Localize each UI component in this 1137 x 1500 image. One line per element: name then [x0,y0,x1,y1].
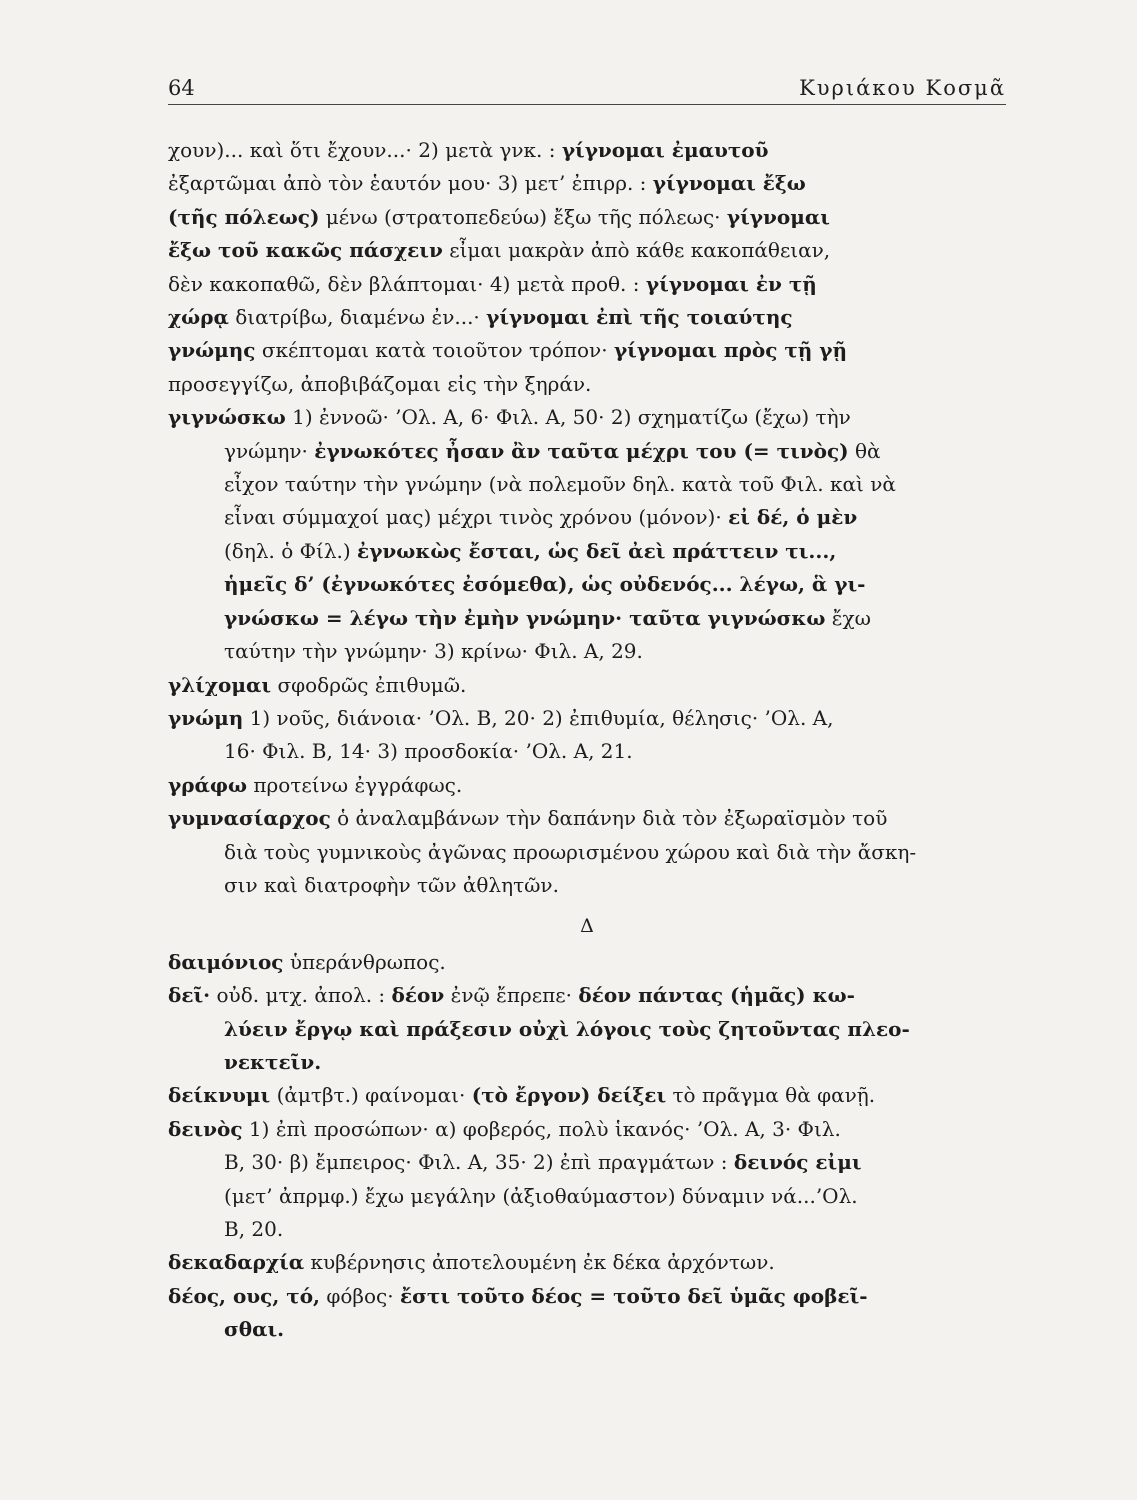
headword: ἔξω τοῦ κακῶς πάσχειν [168,238,443,263]
gloss-text: τὸ πρᾶγμα θὰ φανῇ. [666,1083,876,1108]
text-line [168,1079,1006,1112]
entry-dekadarchia [168,1246,1006,1279]
gloss-text: ἐνῷ ἔπρεπε· [444,983,579,1008]
gloss-text: κυβέρνησις ἀποτελουμένη ἐκ δέκα ἀρχόντων. [304,1250,775,1275]
gloss-text: (μετ’ ἀπρμφ.) ἔχω μεγάλην (ἀξιοθαύμαστον) δύναμιν νά...’Ολ. [224,1183,858,1208]
text-line [168,1013,1006,1046]
headword: γνώμης [168,338,256,363]
text-line [168,1280,1006,1313]
headword: δεῖ· [168,983,211,1008]
page-header [168,74,1006,105]
text-line [168,301,1006,334]
entries-delta [168,946,1006,1347]
text-line [168,435,1006,468]
gloss-text: χουν)... καὶ ὅτι ἔχουν...· 2) μετὰ γνκ. : [168,138,562,162]
text-line [168,979,1006,1012]
text-line [168,401,1006,434]
headword: ἐγνωκότες ἦσαν ἂν ταῦτα μέχρι του (= τινὸς) [314,438,849,463]
text-line [168,836,1006,869]
headword: χώρᾳ [168,305,229,330]
text-line [168,234,1006,267]
headword: γίγνομαι ἔξω [652,171,806,196]
gloss-text: μένω (στρατοπεδεύω) ἔξω τῆς πόλεως· [319,204,727,229]
text-line [168,368,1006,401]
headword: δέος, ους, τό, [168,1283,321,1308]
gloss-text: (ἀμτβτ.) φαίνομαι· [270,1083,472,1108]
continued-entry [168,134,1006,401]
gloss-text: διατρίβω, διαμένω ἐν...· [228,305,487,330]
text-line [168,1246,1006,1279]
headword: δείκνυμι [168,1083,271,1108]
entries-gamma [168,401,1006,902]
entry-gnome [168,702,1006,769]
headword: γίγνομαι [726,204,830,229]
text-line [168,635,1006,668]
text-line [168,802,1006,835]
text-line [168,1146,1006,1179]
gloss-text: (δηλ. ὁ Φίλ.) [224,538,358,563]
gloss-text: 16· Φιλ. Β, 14· 3) προσδοκία· ’Ολ. Α, 21. [224,739,633,764]
text-line [168,268,1006,301]
text-line [168,167,1006,200]
gloss-text: 1) ἐπὶ προσώπων· α) φοβερός, πολὺ ἱκανός· ’Ολ. Α, 3· Φιλ. [242,1116,841,1141]
headword: (τὸ ἔργον) δείξει [471,1083,667,1108]
headword: λύειν ἔργῳ καὶ πράξεσιν οὐχὶ λόγοις τοὺς ζητοῦντας πλεο- [224,1016,910,1041]
headword: δεινὸς [168,1116,243,1141]
gloss-text: εἶμαι μακρὰν ἀπὸ κάθε κακοπάθειαν, [442,238,831,263]
headword: ἡμεῖς δ’ (ἐγνωκότες ἐσόμεθα), ὡς οὐδενός... λέγω, ἃ γι- [224,572,866,597]
text-line [168,702,1006,735]
headword: γίγνομαι ἐμαυτοῦ [561,138,769,162]
headword: γυμνασίαρχος [168,806,331,831]
text-line [168,669,1006,702]
headword: νεκτεῖν. [224,1049,322,1074]
text-line [168,1046,1006,1079]
dictionary-body [168,134,1006,1347]
entry-gignosko [168,401,1006,668]
entry-glichomai [168,669,1006,702]
headword: γίγνομαι ἐν τῇ [645,271,817,296]
gloss-text: Β, 30· β) ἔμπειρος· Φιλ. Α, 35· 2) ἐπὶ πραγμάτων : [224,1150,734,1175]
text-line [168,1180,1006,1213]
headword: εἰ δέ, ὁ μὲν [728,505,858,530]
gloss-text: διὰ τοὺς γυμνικοὺς ἀγῶνας προωρισμένου χώρου καὶ διὰ τὴν ἄσκη- [224,839,917,864]
gloss-text: ταύτην τὴν γνώμην· 3) κρίνω· Φιλ. Α, 29. [224,639,643,664]
entry-daimonios [168,946,1006,979]
gloss-text: γνώμην· [224,438,315,463]
text-line [168,1313,1006,1346]
headword: γιγνώσκω [168,405,286,430]
gloss-text: ὁ ἀναλαμβάνων τὴν δαπάνην διὰ τὸν ἐξωραϊσμὸν τοῦ [330,806,888,831]
text-line [168,535,1006,568]
headword: σθαι. [224,1317,285,1342]
gloss-text: ἔχω [825,605,871,630]
gloss-text: φόβος· [320,1283,400,1308]
gloss-text: προσεγγίζω, ἀποβιβάζομαι εἰς τὴν ξηράν. [168,371,592,396]
headword: δεκαδαρχία [168,1250,305,1275]
headword: ἐγνωκὼς ἔσται, ὡς δεῖ ἀεὶ πράττειν τι..., [357,538,837,563]
gloss-text: Β, 20. [224,1217,284,1241]
text-line [168,201,1006,234]
gloss-text: θὰ [848,438,881,463]
gloss-text: σκέπτομαι κατὰ τοιοῦτον τρόπον· [255,338,614,363]
headword: δέον [391,983,445,1008]
text-line [168,735,1006,768]
section-letter: Δ [580,915,594,938]
gloss-text: σιν καὶ διατροφὴν τῶν ἀθλητῶν. [224,872,559,897]
headword: γλίχομαι [168,672,272,697]
text-line [168,568,1006,601]
headword: γίγνομαι πρὸς τῇ γῇ [613,338,848,363]
gloss-text: σφοδρῶς ἐπιθυμῶ. [271,672,467,697]
gloss-text: 1) ἐννοῶ· ’Ολ. Α, 6· Φιλ. Α, 50· 2) σχηματίζω (ἔχω) τὴν [285,405,851,430]
text-line [168,501,1006,534]
entry-grapho [168,769,1006,802]
text-line [168,1213,1006,1246]
text-line [168,134,1006,167]
entry-deinos [168,1113,1006,1247]
gloss-text: εἶχον ταύτην τὴν γνώμην (νὰ πολεμοῦν δηλ. κατὰ τοῦ Φιλ. καὶ νὰ [224,472,896,497]
text-line [168,602,1006,635]
headword: δέον πάντας (ἡμᾶς) κω- [578,983,855,1008]
headword: γράφω [168,772,248,797]
headword: γνώσκω = λέγω τὴν ἐμὴν γνώμην· ταῦτα γιγνώσκω [224,605,826,630]
text-line [168,468,1006,501]
headword: γίγνομαι ἐπὶ τῆς τοιαύτης [486,305,793,330]
headword: δαιμόνιος [168,949,284,974]
text-line [168,869,1006,902]
headword: δεινός εἰμι [733,1150,862,1175]
page-number: 64 [168,76,195,100]
text-line [168,946,1006,979]
gloss-text: οὐδ. μτχ. ἀπολ. : [210,983,392,1008]
gloss-text: εἶναι σύμμαχοί μας) μέχρι τινὸς χρόνου (μόνον)· [224,505,729,530]
text-line [168,334,1006,367]
entry-gymnasiarchos [168,802,1006,902]
gloss-text: ὑπεράνθρωπος. [283,949,446,974]
entry-dei [168,979,1006,1079]
headword: ἔστι τοῦτο δέος = τοῦτο δεῖ ὑμᾶς φοβεῖ- [399,1283,868,1308]
gloss-text: ἐξαρτῶμαι ἀπὸ τὸν ἑαυτόν μου· 3) μετ’ ἐπιρρ. : [168,171,653,196]
running-title: Κυριάκου Κοσμᾶ [799,76,1006,100]
entry-deiknymi [168,1079,1006,1112]
entry-deos [168,1280,1006,1347]
headword: (τῆς πόλεως) [168,204,320,229]
gloss-text: προτείνω ἐγγράφως. [247,772,463,797]
text-line [168,769,1006,802]
gloss-text: 1) νοῦς, διάνοια· ’Ολ. Β, 20· 2) ἐπιθυμία, θέλησις· ’Ολ. Α, [243,705,834,730]
headword: γνώμη [168,705,244,730]
text-line [168,1113,1006,1146]
gloss-text: δὲν κακοπαθῶ, δὲν βλάπτομαι· 4) μετὰ προθ. : [168,271,646,296]
